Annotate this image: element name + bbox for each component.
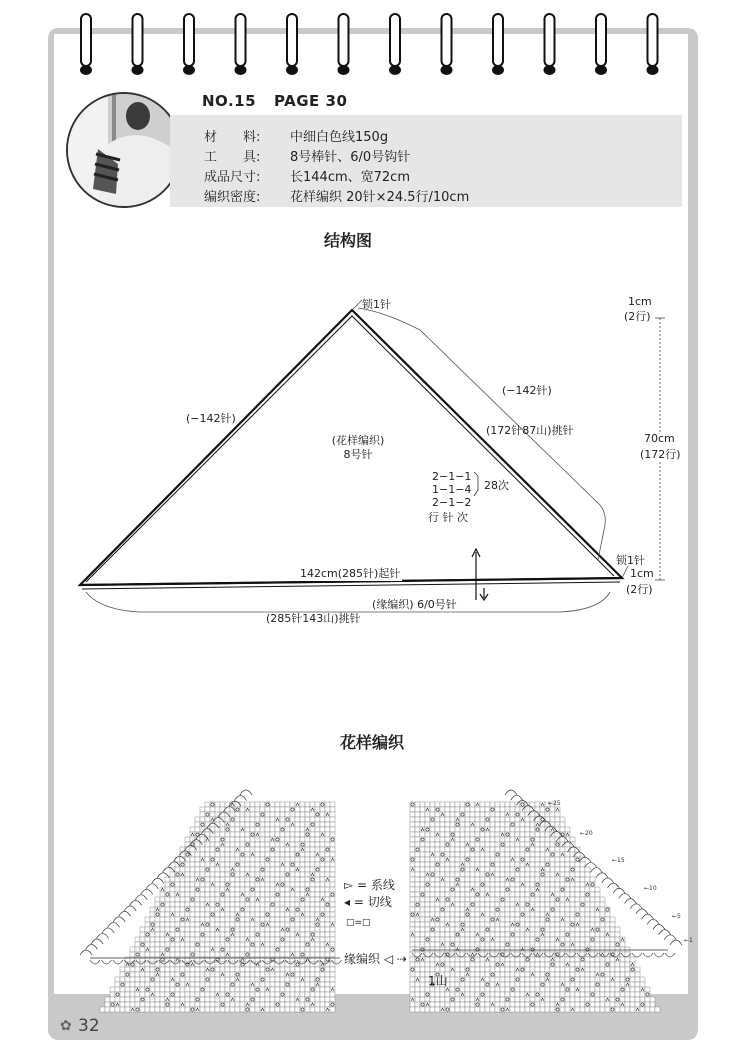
info-value: 花样编织 20针×24.5行/10cm <box>290 190 470 205</box>
edge-knit-text: 缘编织 <box>344 952 381 966</box>
row-marker: ←1 <box>684 937 693 944</box>
legend-cut-label: 切线 <box>367 895 392 909</box>
center-needle-label: 8号针 <box>343 448 373 461</box>
info-value: 8号棒针、6/0号钩针 <box>290 150 411 165</box>
edge-label: (缘编织) 6/0号针 <box>372 598 457 611</box>
legend-join-label: 系线 <box>370 878 395 892</box>
info-label: 编织密度: <box>204 190 261 205</box>
flower-icon: ✿ <box>60 1018 72 1034</box>
arrow-icon: ◁ ⇢ <box>380 952 407 966</box>
cut-icon: ◂ = <box>344 895 368 909</box>
bottom-pick-label: (285针143山)挑针 <box>266 612 361 625</box>
dim-top-cm: 1cm <box>628 295 652 308</box>
center-pattern-label: (花样编织) <box>331 434 385 447</box>
right-edge-pick-label: (172针87山)挑针 <box>486 424 574 437</box>
right-edge-dec-label: (−142针) <box>502 384 552 397</box>
dec-header-label: 行 针 次 <box>428 511 468 524</box>
dim-top-rows: (2行) <box>624 310 651 323</box>
dec-row-3: 2−1−2 <box>432 496 472 509</box>
edge-knit-label <box>344 950 407 967</box>
row-marker: ←5 <box>672 913 681 920</box>
dim-mid-cm: 70cm <box>644 432 675 445</box>
info-label: 材 料: <box>204 130 261 145</box>
right-bind-label: 锁1针 <box>616 554 645 567</box>
structure-title: 结构图 <box>324 231 373 250</box>
row-marker: ←10 <box>644 885 657 892</box>
dec-row-1: 2−1−1 <box>432 470 472 483</box>
info-value: 长144cm、宽72cm <box>290 170 410 185</box>
join-icon: ▻ = <box>344 878 371 892</box>
info-label: 成品尺寸: <box>204 170 261 185</box>
legend-knit-symbol: □=□ <box>346 918 371 928</box>
row-marker: ←25 <box>548 800 561 807</box>
dec-row-2: 1−1−4 <box>432 483 472 496</box>
page-number: 32 <box>78 1016 100 1036</box>
dec-times-label: 28次 <box>484 479 509 492</box>
left-edge-label: (−142针) <box>186 412 236 425</box>
repeat-label: 1山 <box>428 974 448 988</box>
dim-mid-rows: (172行) <box>640 448 681 461</box>
legend-cut <box>344 893 392 910</box>
pattern-page: PAGE 30 <box>274 92 348 110</box>
bottom-cast-label: 142cm(285针)起针 <box>300 567 401 580</box>
top-bind-label: 锁1针 <box>362 298 391 311</box>
dim-bot-rows: (2行) <box>626 583 653 596</box>
row-marker: ←15 <box>612 857 625 864</box>
pattern-number: NO.15 <box>202 92 257 110</box>
legend-join <box>344 876 395 893</box>
pattern-title: 花样编织 <box>340 733 405 752</box>
row-marker: ←20 <box>580 830 593 837</box>
dim-bot-cm: 1cm <box>630 567 654 580</box>
info-label: 工 具: <box>204 150 261 165</box>
info-value: 中细白色线150g <box>290 130 389 145</box>
